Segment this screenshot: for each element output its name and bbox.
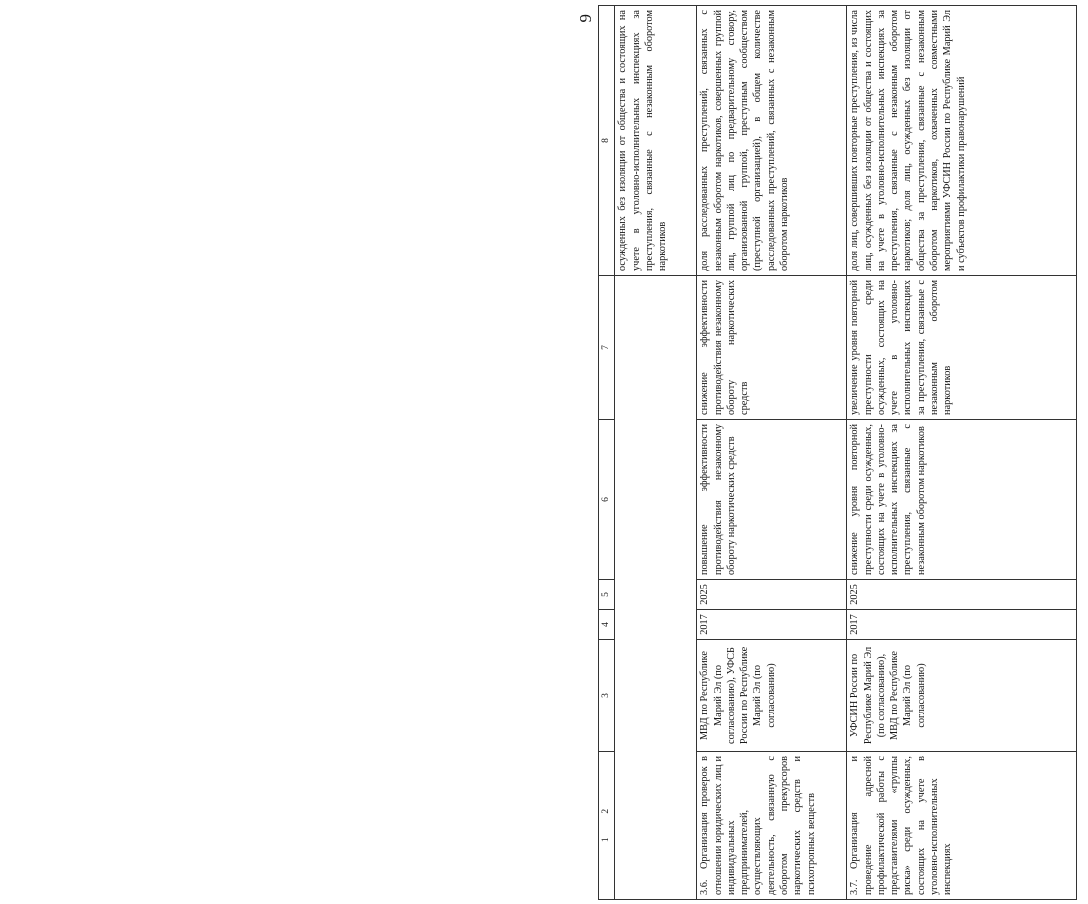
- consequences-cell: снижение эффективности противодействия незаконному обороту наркотических средств: [697, 276, 847, 420]
- row-number: 3.6.: [699, 879, 711, 895]
- start-year: 2017: [697, 610, 847, 640]
- indicators-cell: доля расследованных преступлений, связанных с незаконным оборотом наркотиков, совершенных группой лиц, группой лиц по предварительному сговору, организованной группой, преступным сообществом (преступной организацией), в общем количестве расследованных преступлений, связанных с незаконным оборотом наркотиков: [697, 6, 847, 276]
- result-cell: повышение эффективности противодействия незаконному обороту наркотических средств: [697, 420, 847, 580]
- page-number: 9: [576, 14, 595, 23]
- start-year: 2017: [847, 610, 1077, 640]
- row-number: 3.7.: [849, 879, 861, 895]
- measure-cell: 3.6.Организация проверок в отношении юридических лиц и индивидуальных предпринимателей, осуществляющих деятельность, связанную с оборотом прекурсоров наркотических средств и психотропных веществ: [697, 752, 847, 900]
- continuation-empty: [615, 276, 697, 900]
- executor-cell: УФСИН России по Республике Марий Эл (по согласованию), МВД по Республике Марий Эл (по согласованию): [847, 640, 1077, 752]
- indicators-continuation: осужденных без изоляции от общества и состоящих на учете в уголовно-исполнительных инспекциях за преступления, связанные с незаконным оборотом наркотиков: [615, 6, 697, 276]
- rotated-page: [576, 6, 1088, 900]
- result-cell: снижение уровня повторной преступности среди осужденных, состоящих на учете в уголовно-исполнительных инспекциях за преступления, связанные с незаконным оборотом наркотиков: [847, 420, 1077, 580]
- col-header-6: 6: [599, 420, 615, 580]
- table-row: [615, 6, 697, 900]
- col-header-3: 3: [599, 640, 615, 752]
- header-row: [599, 6, 615, 900]
- measure-cell: 3.7.Организация и проведение адресной профилактической работы с представителями «группы риска» среди осужденных, состоящих на учете в уголовно-исполнительных инспекциях: [847, 752, 1077, 900]
- col-header-4: 4: [599, 610, 615, 640]
- end-year: 2025: [697, 580, 847, 610]
- indicators-cell: доля лиц, совершивших повторные преступления, из числа лиц, осужденных без изоляции от общества и состоящих на учете в уголовно-исполнительных инспекциях за преступления, связанные с незаконным оборотом наркотиков; доля лиц, осужденных без изоляции от общества за преступления, связанные с незаконным оборотом наркотиков, охваченных совместными мероприятиями УФСИН России по Республике Марий Эл и субъектов профилактики правонарушений: [847, 6, 1077, 276]
- col-header-7: 7: [599, 276, 615, 420]
- executor-cell: МВД по Республике Марий Эл (по согласованию), УФСБ России по Республике Марий Эл (по согласованию): [697, 640, 847, 752]
- consequences-cell: увеличение уровня повторной преступности среди осужденных, состоящих на учете в уголовно-исполнительных инспекциях за преступления, связанные с незаконным оборотом наркотиков: [847, 276, 1077, 420]
- table-row: [847, 6, 1077, 900]
- table-row: [697, 6, 847, 900]
- col-header-1-2: 1 2: [599, 752, 615, 900]
- col-header-8: 8: [599, 6, 615, 276]
- end-year: 2025: [847, 580, 1077, 610]
- program-table: [598, 5, 1077, 900]
- col-header-5: 5: [599, 580, 615, 610]
